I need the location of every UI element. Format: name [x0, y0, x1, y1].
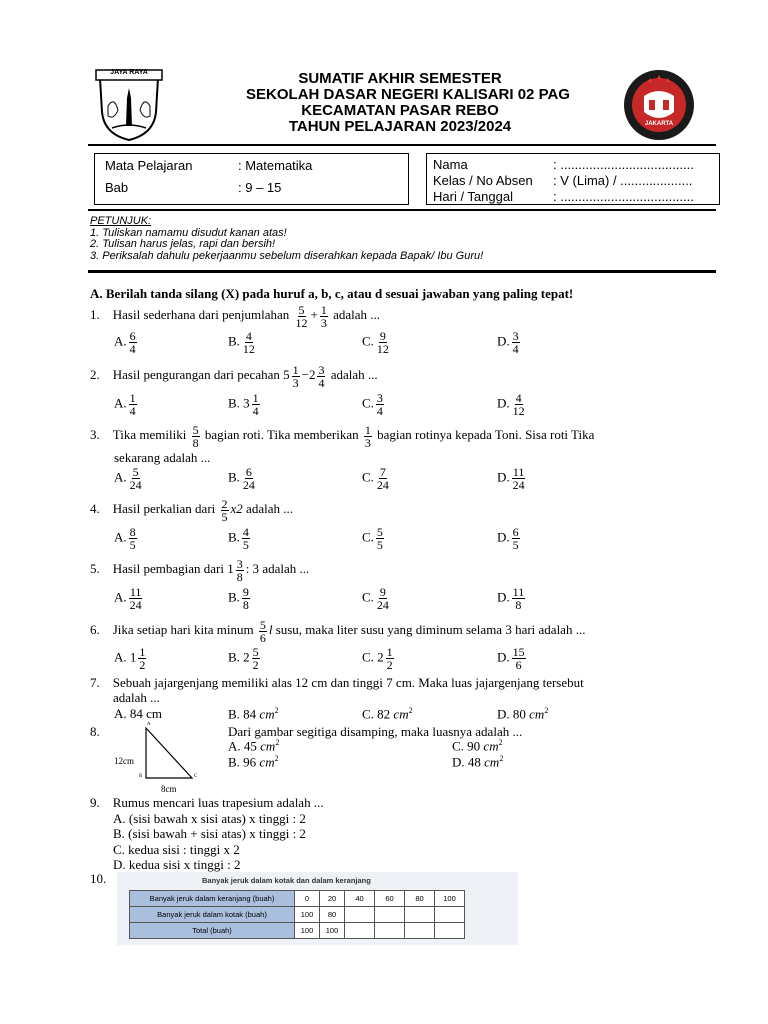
- question-10-number: 10.: [90, 871, 107, 886]
- table-title: Banyak jeruk dalam kotak dan dalam keranjang: [202, 876, 371, 885]
- instructions-title: PETUNJUK:: [90, 215, 152, 227]
- option-d[interactable]: D. 80 $cm^2$: [497, 706, 549, 722]
- table-row: Banyak jeruk dalam kotak (buah) 100 80: [130, 907, 465, 923]
- orange-table: [129, 890, 465, 939]
- option-d[interactable]: D. $\frac{3}{4}$: [497, 329, 519, 356]
- question-5: 5. Hasil pembagian dari 1 $\frac{3}{8}$ : 3 adalah ...: [90, 556, 310, 584]
- option-d[interactable]: D. 48 $cm^2$: [452, 754, 504, 770]
- option-a[interactable]: A. $\frac{1}{4}$: [114, 391, 136, 418]
- option-c[interactable]: C. $\frac{5}{5}$: [362, 525, 383, 552]
- table-row: Banyak jeruk dalam keranjang (buah) 0 20 40 60 80 100: [130, 891, 465, 907]
- class-label: Kelas / No Absen: [433, 173, 533, 188]
- option-d[interactable]: D. $\frac{11}{24}$: [497, 465, 525, 492]
- option-c[interactable]: C. 90 $cm^2$: [452, 738, 503, 754]
- option-d[interactable]: D. $\frac{6}{5}$: [497, 525, 519, 552]
- page-title: [200, 71, 600, 135]
- option-a[interactable]: A. (sisi bawah x sisi atas) x tinggi : 2: [113, 810, 306, 826]
- question-3: 3. Tika memiliki $\frac{5}{8}$ bagian roti. Tika memberikan $\frac{1}{3}$ bagian rotinya kepada Toni. Sisa roti Tika: [90, 422, 595, 450]
- instruction-item: 3. Periksalah dahulu pekerjaanmu sebelum diserahkan kepada Bapak/ Ibu Guru!: [90, 249, 484, 262]
- option-b[interactable]: B. (sisi bawah + sisi atas) x tinggi : 2: [113, 826, 306, 841]
- question-6: 6. Jika setiap hari kita minum $\frac{5}{6}$ l susu, maka liter susu yang diminum selama 3 hari adalah ...: [90, 617, 586, 645]
- student-box: [426, 153, 720, 205]
- table-row: Total (buah) 100 100: [130, 923, 465, 939]
- option-a[interactable]: A. $\frac{8}{5}$: [114, 525, 136, 552]
- vertex-c-label: C: [194, 774, 198, 779]
- day-field[interactable]: : .....................................: [553, 189, 694, 204]
- option-c[interactable]: C. $\frac{7}{24}$: [362, 465, 389, 492]
- title-line-1: SUMATIF AKHIR SEMESTER: [298, 70, 502, 87]
- subject-label: Mata Pelajaran: [105, 158, 193, 173]
- option-d[interactable]: D. kedua sisi x tinggi : 2: [113, 857, 241, 872]
- info-divider: [88, 209, 716, 211]
- option-b[interactable]: B. $\frac{4}{5}$: [228, 525, 249, 552]
- option-c[interactable]: C. kedua sisi : tinggi x 2: [113, 841, 240, 857]
- option-b[interactable]: B. 3 $\frac{1}{4}$: [228, 391, 259, 418]
- option-d[interactable]: D. $\frac{11}{8}$: [497, 585, 525, 612]
- subject-box: [94, 153, 409, 205]
- instruction-item: 2. Tulisan harus jelas, rapi dan bersih!: [90, 238, 276, 250]
- option-a[interactable]: A. 84 cm: [114, 706, 163, 721]
- logo-right: [622, 68, 696, 142]
- subject-value: : Matematika: [238, 158, 313, 173]
- question-2: 2. Hasil pengurangan dari pecahan 5 $\frac{1}{3}$ −2 $\frac{3}{4}$ adalah ...: [90, 362, 378, 390]
- option-a[interactable]: A. $\frac{6}{4}$: [114, 329, 136, 356]
- option-d[interactable]: D. $\frac{15}{6}$: [497, 645, 525, 672]
- question-3-line-2: sekarang adalah ...: [114, 450, 211, 465]
- question-9: 9. Rumus mencari luas trapesium adalah ... A. (sisi bawah x sisi atas) x tinggi : 2 B. (sisi bawah + sisi atas) x tinggi : 2 C. kedua sisi : tinggi x 2 D. kedua sisi x tinggi : 2: [90, 795, 324, 872]
- option-b[interactable]: B. $\frac{4}{12}$: [228, 329, 255, 356]
- option-c[interactable]: C. 82 $cm^2$: [362, 706, 413, 722]
- side-label: 12cm: [114, 756, 134, 766]
- chapter-label: Bab: [105, 180, 129, 195]
- option-c[interactable]: C. $\frac{9}{24}$: [362, 585, 389, 612]
- chapter-value: : 9 – 15: [238, 180, 282, 195]
- name-label: Nama: [433, 157, 468, 172]
- logo-right-text: JAKARTA: [644, 121, 674, 127]
- title-line-4: TAHUN PELAJARAN 2023/2024: [288, 118, 512, 135]
- option-b[interactable]: B. 2 $\frac{5}{2}$: [228, 645, 259, 672]
- option-c[interactable]: C. $\frac{3}{4}$: [362, 391, 383, 418]
- orange-table-image: [117, 872, 518, 945]
- triangle-figure: [112, 722, 212, 796]
- question-7: 7. Sebuah jajargenjang memiliki alas 12 cm dan tinggi 7 cm. Maka luas jajargenjang tersebut adalah ...: [90, 675, 584, 705]
- logo-left: [94, 68, 164, 142]
- vertex-b-label: B: [139, 774, 143, 779]
- option-c[interactable]: C. 2 $\frac{1}{2}$: [362, 645, 393, 672]
- fraction: $\frac{5}{12}$: [295, 302, 308, 330]
- option-a[interactable]: A. 45 $cm^2$: [228, 738, 280, 754]
- day-label: Hari / Tanggal: [433, 189, 513, 204]
- logo-left-text: JAYA RAYA: [110, 69, 148, 76]
- instructions-divider: [88, 270, 716, 273]
- instructions: [90, 216, 483, 262]
- title-line-2: SEKOLAH DASAR NEGERI KALISARI 02 PAG: [246, 86, 570, 103]
- fraction: $\frac{1}{3}$: [320, 302, 327, 330]
- question-8: Dari gambar segitiga disamping, maka luasnya adalah ...: [228, 724, 523, 739]
- option-a[interactable]: A. $\frac{11}{24}$: [114, 585, 142, 612]
- option-a[interactable]: A. $\frac{5}{24}$: [114, 465, 142, 492]
- title-line-3: KECAMATAN PASAR REBO: [301, 102, 499, 119]
- name-field[interactable]: : .....................................: [553, 157, 694, 172]
- header-divider: [88, 144, 716, 146]
- vertex-a-label: A: [147, 722, 151, 727]
- instruction-item: 1. Tuliskan namamu disudut kanan atas!: [90, 226, 287, 239]
- option-b[interactable]: B. $\frac{6}{24}$: [228, 465, 255, 492]
- option-c[interactable]: C. $\frac{9}{12}$: [362, 329, 389, 356]
- question-4: 4. Hasil perkalian dari $\frac{2}{5}$ x2 adalah ...: [90, 496, 293, 524]
- section-a-heading: A. Berilah tanda silang (X) pada huruf a, b, c, atau d sesuai jawaban yang paling tepat!: [90, 286, 574, 301]
- class-field[interactable]: : V (Lima) / ....................: [553, 173, 693, 188]
- question-8-number: 8.: [90, 724, 100, 739]
- option-b[interactable]: B. 84 $cm^2$: [228, 706, 279, 722]
- question-1: 1. Hasil sederhana dari penjumlahan $\frac{5}{12}$ + $\frac{1}{3}$ adalah ...: [90, 302, 381, 330]
- option-b[interactable]: B. $\frac{9}{8}$: [228, 585, 249, 612]
- option-b[interactable]: B. 96 $cm^2$: [228, 754, 279, 770]
- option-d[interactable]: D. $\frac{4}{12}$: [497, 391, 525, 418]
- base-label: 8cm: [161, 784, 177, 794]
- option-a[interactable]: A. 1 $\frac{1}{2}$: [114, 645, 146, 672]
